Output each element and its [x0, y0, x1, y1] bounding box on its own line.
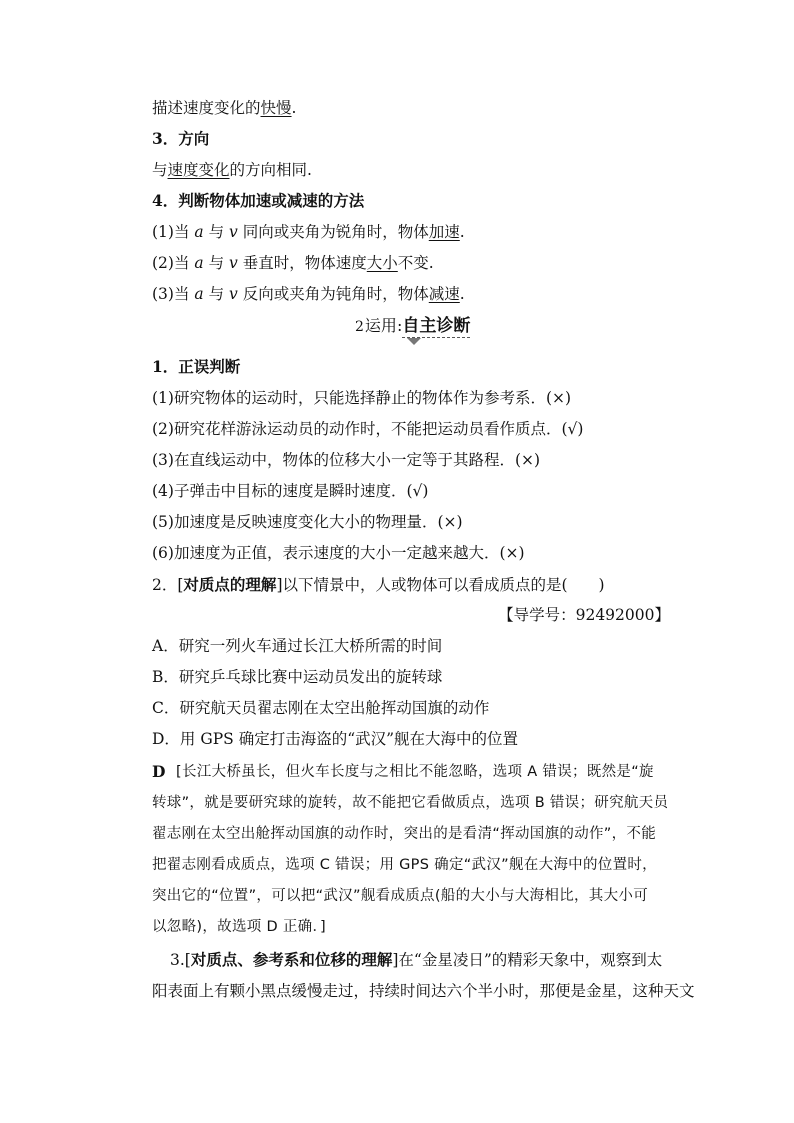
option-a: A．研究一列火车通过长江大桥所需的时间: [152, 637, 443, 655]
text: 与: [208, 285, 225, 303]
explanation-line: 把翟志刚看成质点，选项 C 错误；用 GPS 确定“武汉”舰在大海中的位置时，: [152, 857, 657, 873]
explanation-line: 翟志刚在太空出舱挥动国旗的动作时，突出的是看清“挥动国旗的动作”，不能: [152, 826, 657, 842]
section-prefix: 运用: [364, 316, 397, 335]
text: 不变.: [397, 254, 434, 272]
section-number: 2: [355, 319, 364, 335]
text: .: [291, 99, 297, 117]
judge-item: (4)子弹击中目标的速度是瞬时速度．(√): [152, 482, 429, 500]
text: 与: [208, 223, 225, 241]
underlined-answer: 快慢: [260, 99, 292, 117]
text: (3)当: [152, 285, 190, 303]
text: 垂直时，物体速度: [242, 254, 367, 272]
judge-item: (5)加速度是反映速度变化大小的物理量．(×): [152, 513, 463, 531]
heading-direction: 3．方向: [152, 129, 210, 148]
option-c: C．研究航天员翟志刚在太空出舱挥动国旗的动作: [152, 699, 490, 717]
variable-v: v: [229, 285, 238, 303]
text: 与: [208, 254, 225, 272]
explanation-line: 转球”，就是要研究球的旋转，故不能把它看做质点，选项 B 错误；研究航天员: [152, 795, 669, 811]
method-line-3: [152, 284, 465, 304]
explanation-line: 突出它的“位置”，可以把“武汉”舰看成质点(船的大小与大海相比，其大小可: [152, 888, 649, 904]
judge-item: (2)研究花样游泳运动员的动作时，不能把运动员看作质点．(√): [152, 420, 584, 438]
judge-item: (3)在直线运动中，物体的位移大小一定等于其路程．(×): [152, 451, 541, 469]
text: .: [459, 285, 465, 303]
question-2-stem: [152, 575, 605, 595]
section-separator: :: [396, 316, 403, 335]
text: .: [459, 223, 465, 241]
judge-item: (1)研究物体的运动时，只能选择静止的物体作为参考系．(×): [152, 389, 572, 407]
underlined-answer: 减速: [428, 285, 460, 303]
judge-heading: 1．正误判断: [152, 357, 241, 376]
question-tag: 对质点、参考系和位移的理解: [190, 950, 393, 969]
method-line-2: [152, 253, 434, 273]
explanation-line: 以忽略)，故选项 D 正确．]: [152, 919, 326, 935]
text: (2)当: [152, 254, 190, 272]
text: 与: [152, 161, 168, 179]
text: 反向或夹角为钝角时，物体: [242, 285, 429, 303]
triangle-down-icon: [407, 338, 421, 345]
variable-a: a: [194, 223, 204, 241]
section-header: [355, 315, 470, 338]
text: ]在“金星凌日”的精彩天象中，观察到太: [392, 951, 663, 969]
underlined-answer: 加速: [428, 223, 460, 241]
text: ]以下情景中，人或物体可以看成质点的是( ): [276, 576, 605, 594]
explanation-line: [长江大桥虽长，但火车长度与之相比不能忽略，选项 A 错误；既然是“旋: [176, 764, 654, 780]
question-3-line: 阳表面上有颗小黑点缓慢走过，持续时间达六个半小时，那便是金星，这种天文: [152, 982, 695, 1000]
judge-item: (6)加速度为正值，表示速度的大小一定越来越大．(×): [152, 544, 525, 562]
question-tag: 对质点的理解: [183, 575, 277, 594]
text: 3.[: [170, 951, 191, 969]
underlined-answer: 速度变化: [167, 161, 230, 179]
variable-v: v: [229, 254, 238, 272]
underlined-answer: 大小: [366, 254, 398, 272]
variable-a: a: [194, 254, 204, 272]
text: 同向或夹角为锐角时，物体: [242, 223, 429, 241]
text-line: [152, 160, 312, 180]
question-3-stem: [170, 950, 662, 970]
heading-method: 4．判断物体加速或减速的方法: [152, 191, 365, 210]
text: 描述速度变化的: [152, 99, 261, 117]
text: 的方向相同.: [229, 161, 312, 179]
variable-v: v: [229, 223, 238, 241]
option-b: B．研究乒乓球比赛中运动员发出的旋转球: [152, 668, 443, 686]
text: (1)当: [152, 223, 190, 241]
guide-number: 【导学号：92492000】: [498, 606, 670, 624]
section-title: 自主诊断: [402, 316, 471, 336]
option-d: D．用 GPS 确定打击海盗的“武汉”舰在大海中的位置: [152, 730, 519, 748]
answer-letter: D: [152, 762, 166, 781]
method-line-1: [152, 222, 465, 242]
text: 2．[: [152, 576, 184, 594]
text-line: [152, 98, 296, 118]
variable-a: a: [194, 285, 204, 303]
